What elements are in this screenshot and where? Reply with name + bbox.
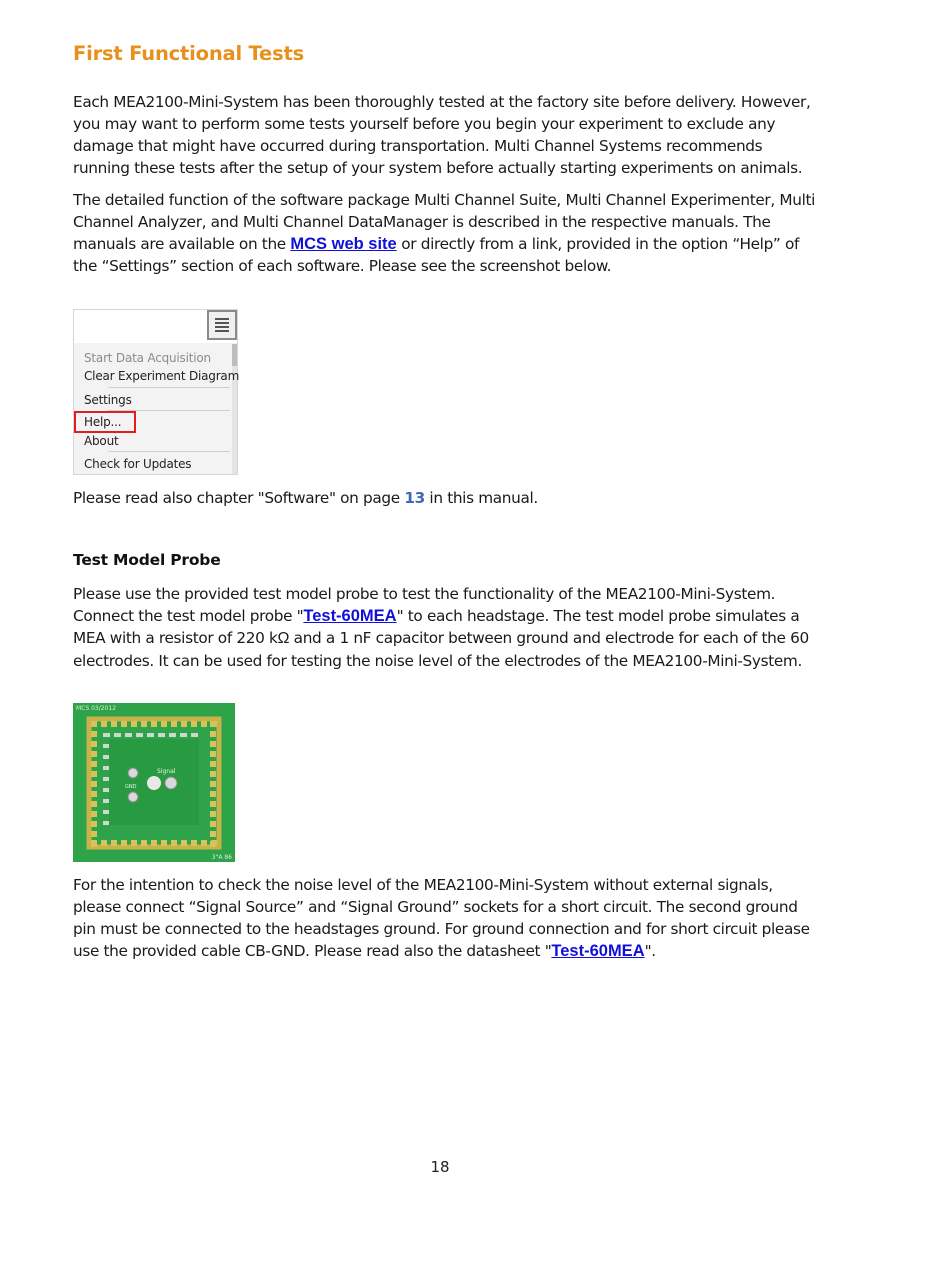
- software-reference-paragraph: [73, 487, 818, 509]
- probe-text-c: and a 1 nF capacitor between ground and electrode for each of the 60 electrodes. It can be used for testing the noise level of the electrodes of the MEA2100-Mini-System.: [73, 629, 809, 670]
- pcb-pad: [211, 721, 217, 727]
- pcb-component: [103, 766, 110, 770]
- pcb-pad: [91, 821, 97, 827]
- pcb-component: [114, 733, 121, 737]
- pcb-pad: [151, 840, 157, 846]
- pcb-gnd-label: GND: [125, 784, 137, 790]
- probe-text-a: Please use the provided test model probe to test the functionality of the MEA2100-Mini-System. Connect the test model probe ": [73, 585, 776, 625]
- mcs-website-link[interactable]: MCS web site: [290, 235, 397, 253]
- pcb-component: [147, 733, 154, 737]
- menu-item-settings: Settings: [84, 393, 132, 407]
- settings-menu-screenshot: [73, 309, 238, 475]
- section-title: First Functional Tests: [73, 42, 304, 65]
- pcb-pad: [210, 791, 216, 797]
- pcb-pad: [210, 801, 216, 807]
- pcb-pad: [111, 721, 117, 727]
- pcb-pad: [161, 840, 167, 846]
- reference-text-after: in this manual.: [424, 489, 538, 507]
- test-model-probe-photo: [73, 703, 235, 862]
- pcb-pad: [161, 721, 167, 727]
- software-text-before: The detailed function of the software package Multi Channel Suite, Multi Channel Experimenter, Multi Channel Analyzer, and Multi Channel DataManager is described in the respective manuals. The manuals are available on the: [73, 191, 816, 253]
- pcb-component: [103, 755, 110, 759]
- pcb-pad: [201, 721, 207, 727]
- pcb-pad: [191, 840, 197, 846]
- pcb-pad: [210, 811, 216, 817]
- pcb-pad: [91, 801, 97, 807]
- test-60mea-link[interactable]: Test-60MEA: [303, 607, 397, 625]
- pcb-signal-label: Signal: [157, 768, 176, 775]
- menu-item-start-data-acquisition: Start Data Acquisition: [84, 351, 211, 365]
- pcb-pad: [151, 721, 157, 727]
- hamburger-menu-icon: [207, 310, 237, 340]
- menu-scrollbar: [232, 344, 237, 474]
- help-highlight-box: [74, 411, 136, 433]
- pcb-mark-label: 3"A 86: [211, 854, 232, 861]
- pcb-pad: [210, 841, 216, 847]
- software-text-after: or directly from a link, provided in the option “Help” of the “Settings” section of each software. Please see the screenshot below.: [73, 235, 800, 275]
- pcb-pad: [91, 731, 97, 737]
- pcb-pad: [131, 840, 137, 846]
- pcb-pad: [91, 791, 97, 797]
- noise-text-after: ".: [644, 942, 656, 960]
- pcb-pad: [210, 771, 216, 777]
- pcb-component: [103, 777, 110, 781]
- pcb-pad: [210, 731, 216, 737]
- noise-text-before: For the intention to check the noise level of the MEA2100-Mini-System without external signals, please connect “Signal Source” and “Signal Ground” sockets for a short circuit. The second ground pin must be connected to the headstages ground. For ground connection and for short circuit please use the provided cable CB-GND. Please read also the datasheet ": [73, 876, 810, 960]
- pcb-pad: [210, 761, 216, 767]
- pcb-pad: [101, 721, 107, 727]
- software-paragraph: [73, 189, 818, 277]
- pcb-pad: [171, 721, 177, 727]
- subsection-title: Test Model Probe: [73, 551, 221, 569]
- menu-divider: [108, 387, 230, 388]
- pcb-pad: [210, 751, 216, 757]
- pcb-pad: [141, 840, 147, 846]
- pcb-pad: [91, 751, 97, 757]
- pcb-pad: [91, 831, 97, 837]
- pcb-component: [103, 788, 110, 792]
- pcb-component: [169, 733, 176, 737]
- pcb-component: [103, 821, 110, 825]
- menu-item-about: About: [84, 434, 119, 448]
- pcb-pad: [91, 761, 97, 767]
- pcb-component: [103, 744, 110, 748]
- pcb-component: [103, 810, 110, 814]
- pcb-date-label: MCS 03/2012: [76, 705, 117, 712]
- pcb-component: [103, 733, 110, 737]
- pcb-pad: [210, 821, 216, 827]
- pcb-pad: [210, 831, 216, 837]
- menu-item-help: Help...: [84, 415, 122, 429]
- noise-check-paragraph: [73, 874, 818, 962]
- pcb-component: [103, 799, 110, 803]
- pcb-pad: [101, 840, 107, 846]
- pcb-pad: [121, 840, 127, 846]
- menu-item-clear-experiment-diagram: Clear Experiment Diagram: [84, 369, 240, 383]
- probe-text-b: " to each headstage. The test model probe simulates a MEA with a resistor of 220 k: [73, 607, 800, 647]
- pcb-component: [158, 733, 165, 737]
- pcb-pad: [91, 721, 97, 727]
- pcb-pad: [210, 781, 216, 787]
- pcb-pad: [91, 811, 97, 817]
- pcb-pad: [91, 771, 97, 777]
- pcb-pad: [201, 840, 207, 846]
- omega-symbol: Ω: [277, 630, 290, 647]
- pcb-component: [180, 733, 187, 737]
- pcb-pad: [141, 721, 147, 727]
- pcb-pad: [91, 741, 97, 747]
- pcb-component: [136, 733, 143, 737]
- test-60mea-datasheet-link[interactable]: Test-60MEA: [551, 942, 645, 960]
- page-reference-link[interactable]: 13: [404, 489, 425, 507]
- pcb-pad: [131, 721, 137, 727]
- pcb-pad: [171, 840, 177, 846]
- pcb-component: [125, 733, 132, 737]
- pcb-pad: [210, 741, 216, 747]
- pcb-pad: [181, 721, 187, 727]
- pcb-pad: [111, 840, 117, 846]
- pcb-pad: [181, 840, 187, 846]
- menu-divider: [108, 451, 230, 452]
- pcb-pad: [121, 721, 127, 727]
- intro-paragraph: Each MEA2100-Mini-System has been thoroughly tested at the factory site before delivery. However, you may want to perform some tests yourself before you begin your experiment to exclude any damage that might have occurred during transportation. Multi Channel Systems recommends running these tests after the setup of your system before actually starting experiments on animals.: [73, 93, 811, 177]
- pcb-pad: [91, 781, 97, 787]
- reference-text-before: Please read also chapter "Software" on page: [73, 489, 405, 507]
- test-probe-paragraph: [73, 583, 818, 672]
- pcb-pad: [91, 841, 97, 847]
- page-number: 18: [430, 1158, 450, 1176]
- pcb-pad: [191, 721, 197, 727]
- pcb-component: [191, 733, 198, 737]
- menu-item-check-for-updates: Check for Updates: [84, 457, 192, 471]
